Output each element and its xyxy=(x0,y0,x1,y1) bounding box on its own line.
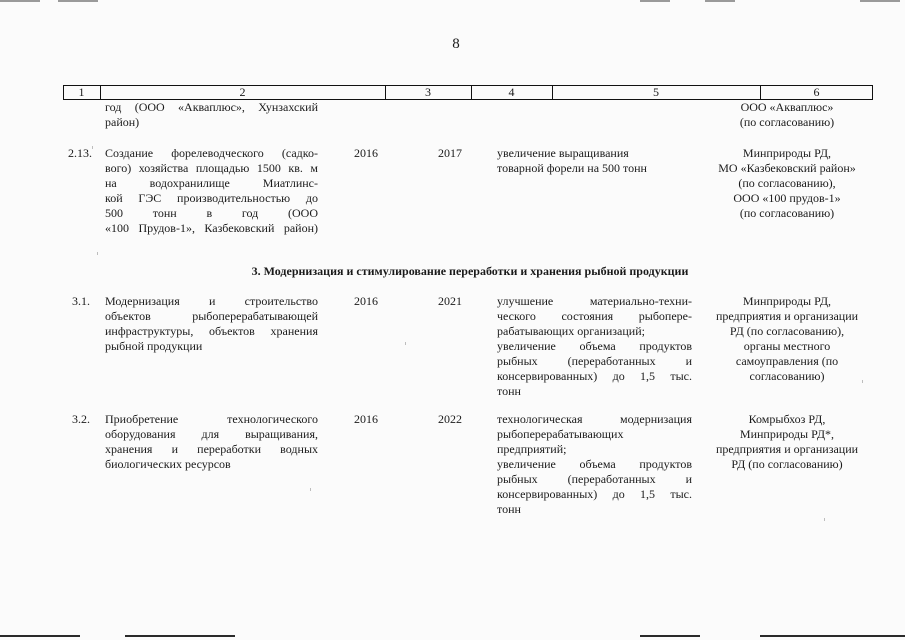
row-3-1-desc-line-1: Модернизация и строительство xyxy=(105,294,318,308)
row-2-13-resp-line-1: Минприроды РД, xyxy=(742,146,832,160)
row-3-1-result-line-4: увеличение объема продуктов xyxy=(497,339,692,353)
row-2-13-end-year: 2017 xyxy=(438,146,462,160)
row-2-13-desc-line-2: вого) хозяйства площадью 1500 кв. м xyxy=(105,161,318,175)
row-3-1-end-year: 2021 xyxy=(438,294,462,308)
row-2-13-desc-line-4: кой ГЭС производительностью до xyxy=(105,191,318,205)
row-3-2-result-line-3: предприятий; xyxy=(497,442,567,456)
row-3-2-end-year: 2022 xyxy=(438,412,462,426)
row-3-2-desc-line-1: Приобретение технологического xyxy=(105,412,318,426)
row-2-13-desc-line-3: на водохранилище Миатлинс- xyxy=(105,176,318,190)
cont-desc-line-1: год (ООО «Акваплюс», Хунзахский xyxy=(105,100,318,114)
row-3-2-result-line-6: консервированных) до 1,5 тыс. xyxy=(497,487,692,501)
col-5-header: 5 xyxy=(653,85,659,99)
row-3-1-start-year: 2016 xyxy=(354,294,378,308)
row-2-13-result-line-2: товарной форели на 500 тонн xyxy=(497,161,647,175)
row-2-13-desc-line-5: 500 тонн в год (ООО xyxy=(105,206,318,220)
row-3-1-result-line-6: консервированных) до 1,5 тыс. xyxy=(497,369,692,383)
row-3-2-resp-line-2: Минприроды РД*, xyxy=(739,427,835,441)
col-6-header: 6 xyxy=(813,85,820,99)
scan-bottom-edge xyxy=(0,634,905,638)
col-1-header: 1 xyxy=(78,85,85,99)
scan-speck xyxy=(862,380,863,383)
scan-speck xyxy=(310,488,311,491)
row-3-2-result-line-5: рыбных (переработанных и xyxy=(497,472,692,486)
row-3-2-result-line-4: увеличение объема продуктов xyxy=(497,457,692,471)
row-2-13-resp-line-2: МО «Казбековский район» xyxy=(718,161,856,175)
col-2-header: 2 xyxy=(239,85,246,99)
scan-speck xyxy=(405,342,406,345)
row-3-1-desc-line-2: объектов рыбоперерабатывающей xyxy=(105,309,318,323)
row-3-1-result-line-1: улучшение материально-техни- xyxy=(497,294,692,308)
row-2-13-result-line-1: увеличение выращивания xyxy=(497,146,629,160)
scan-speck xyxy=(97,252,98,255)
col-4-header: 4 xyxy=(508,85,515,99)
row-2-13-resp-line-3: (по согласованию), xyxy=(738,176,836,190)
row-3-2-number: 3.2. xyxy=(72,412,90,426)
row-2-13-desc-line-6: «100 Прудов-1», Казбековский район) xyxy=(105,221,318,235)
row-3-1-resp-line-5: самоуправления (по xyxy=(735,354,839,368)
row-3-2-desc-line-4: биологических ресурсов xyxy=(105,457,231,471)
section-3-heading: 3. Модернизация и стимулирование переработки и хранения рыбной продукции xyxy=(251,264,689,278)
cont-desc-line-2: район) xyxy=(105,115,140,129)
row-2-13-desc-line-1: Создание форелеводческого (садко- xyxy=(105,146,318,160)
row-3-2-start-year: 2016 xyxy=(354,412,378,426)
table-header xyxy=(63,85,873,100)
col-3-header: 3 xyxy=(425,85,431,99)
row-2-13-start-year: 2016 xyxy=(354,146,378,160)
page-number: 8 xyxy=(452,36,460,52)
cont-resp-line-1: ООО «Акваплюс» xyxy=(740,100,834,114)
cont-resp-line-2: (по согласованию) xyxy=(739,115,835,129)
row-3-1-result-line-7: тонн xyxy=(497,384,521,398)
scan-top-edge xyxy=(0,0,905,4)
row-3-1-resp-line-2: предприятия и организации xyxy=(715,309,859,323)
row-3-2-resp-line-4: РД (по согласованию) xyxy=(731,457,843,471)
scan-speck xyxy=(92,146,93,149)
row-3-1-resp-line-1: Минприроды РД, xyxy=(742,294,832,308)
row-3-1-number: 3.1. xyxy=(72,294,90,308)
row-3-1-desc-line-4: рыбной продукции xyxy=(105,339,203,353)
scan-speck xyxy=(824,518,825,521)
row-3-2-result-line-1: технологическая модернизация xyxy=(497,412,692,426)
row-3-1-result-line-5: рыбных (переработанных и xyxy=(497,354,692,368)
row-3-1-resp-line-6: согласованию) xyxy=(749,369,825,383)
row-3-2-resp-line-1: Комрыбхоз РД, xyxy=(748,412,826,426)
row-3-2-resp-line-3: предприятия и организации xyxy=(715,442,859,456)
row-3-2-desc-line-2: оборудования для выращивания, xyxy=(105,427,318,441)
row-3-2-result-line-2: рыбоперерабатывающих xyxy=(497,427,624,441)
row-3-1-desc-line-3: инфраструктуры, объектов хранения xyxy=(105,324,318,338)
row-3-1-result-line-2: ческого состояния рыбопере- xyxy=(497,309,692,323)
row-3-2-desc-line-3: хранения и переработки водных xyxy=(105,442,318,456)
row-3-1-result-line-3: рабатывающих организаций; xyxy=(497,324,645,338)
row-3-1-resp-line-4: органы местного xyxy=(743,339,831,353)
row-3-1-resp-line-3: РД (по согласованию), xyxy=(729,324,845,338)
row-2-13-resp-line-5: (по согласованию) xyxy=(739,206,835,220)
row-3-2-result-line-7: тонн xyxy=(497,502,521,516)
row-2-13-resp-line-4: ООО «100 прудов-1» xyxy=(733,191,841,205)
row-2-13-number: 2.13. xyxy=(68,146,92,160)
